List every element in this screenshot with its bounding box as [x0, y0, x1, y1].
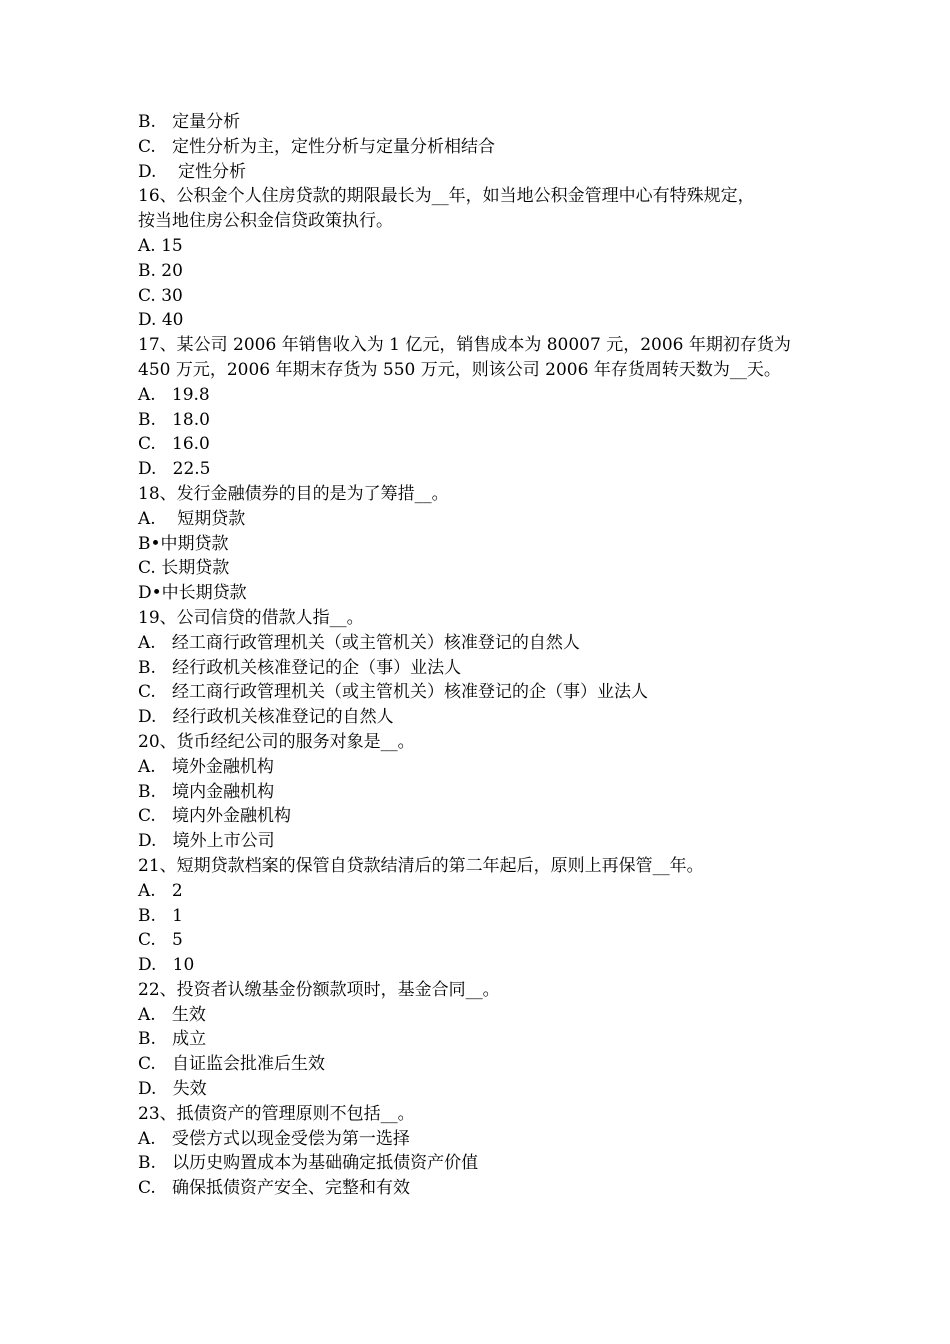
option-line: B. 定量分析 [138, 112, 241, 132]
document-body [138, 110, 828, 1201]
question-line: 450 万元，2006 年期末存货为 550 万元，则该公司 2006 年存货周转天数为__天。 [138, 359, 781, 380]
option-line: C. 自证监会批准后生效 [138, 1054, 326, 1075]
option-line: D. 境外上市公司 [138, 831, 275, 852]
option-line: D•中长期贷款 [138, 583, 247, 604]
option-line: A. 15 [138, 235, 183, 256]
option-line: B. 以历史购置成本为基础确定抵债资产价值 [138, 1153, 479, 1174]
question-line: 18、发行金融债券的目的是为了筹措__。 [138, 483, 449, 504]
option-line: A. 19.8 [138, 384, 210, 405]
option-line: A. 经工商行政管理机关（或主管机关）核准登记的自然人 [138, 632, 580, 653]
option-line: A. 受偿方式以现金受偿为第一选择 [138, 1128, 410, 1149]
option-line: C. 境内外金融机构 [138, 806, 292, 827]
question-line: 19、公司信贷的借款人指__。 [138, 607, 364, 628]
option-line: D. 40 [138, 310, 184, 331]
option-line: D. 10 [138, 955, 195, 976]
question-line: 23、抵债资产的管理原则不包括__。 [138, 1103, 415, 1124]
question-line: 按当地住房公积金信贷政策执行。 [138, 211, 393, 232]
option-line: D. 经行政机关核准登记的自然人 [138, 707, 394, 728]
option-line: D. 22.5 [138, 459, 211, 480]
option-line: B. 境内金融机构 [138, 781, 275, 802]
option-line: B. 20 [138, 260, 183, 281]
option-line: A. 2 [138, 880, 183, 901]
option-line: C. 长期贷款 [138, 558, 230, 579]
option-line: D. 失效 [138, 1079, 207, 1100]
option-line: B. 经行政机关核准登记的企（事）业法人 [138, 657, 462, 678]
question-line: 20、货币经纪公司的服务对象是__。 [138, 731, 415, 752]
question-line: 22、投资者认缴基金份额款项时，基金合同__。 [138, 979, 500, 1000]
option-line: B•中期贷款 [138, 533, 229, 554]
option-line: C. 16.0 [138, 434, 210, 455]
option-line: C. 确保抵债资产安全、完整和有效 [138, 1178, 411, 1199]
option-line: A. 生效 [138, 1004, 206, 1025]
option-line: C. 30 [138, 285, 183, 306]
option-line: C. 5 [138, 930, 183, 951]
option-line: A. 短期贷款 [138, 508, 246, 529]
question-line: 16、公积金个人住房贷款的期限最长为__年，如当地公积金管理中心有特殊规定， [138, 186, 755, 207]
option-line: A. 境外金融机构 [138, 756, 274, 777]
option-line: D. 定性分析 [138, 161, 247, 182]
option-line: C. 经工商行政管理机关（或主管机关）核准登记的企（事）业法人 [138, 682, 649, 703]
option-line: B. 成立 [138, 1029, 207, 1050]
option-line: B. 1 [138, 905, 183, 926]
option-line: B. 18.0 [138, 409, 210, 430]
question-line: 21、短期贷款档案的保管自贷款结清后的第二年起后，原则上再保管__年。 [138, 855, 704, 876]
option-line: C. 定性分析为主，定性分析与定量分析相结合 [138, 136, 496, 157]
question-line: 17、某公司 2006 年销售收入为 1 亿元，销售成本为 80007 元，2006 年期初存货为 [138, 335, 791, 356]
